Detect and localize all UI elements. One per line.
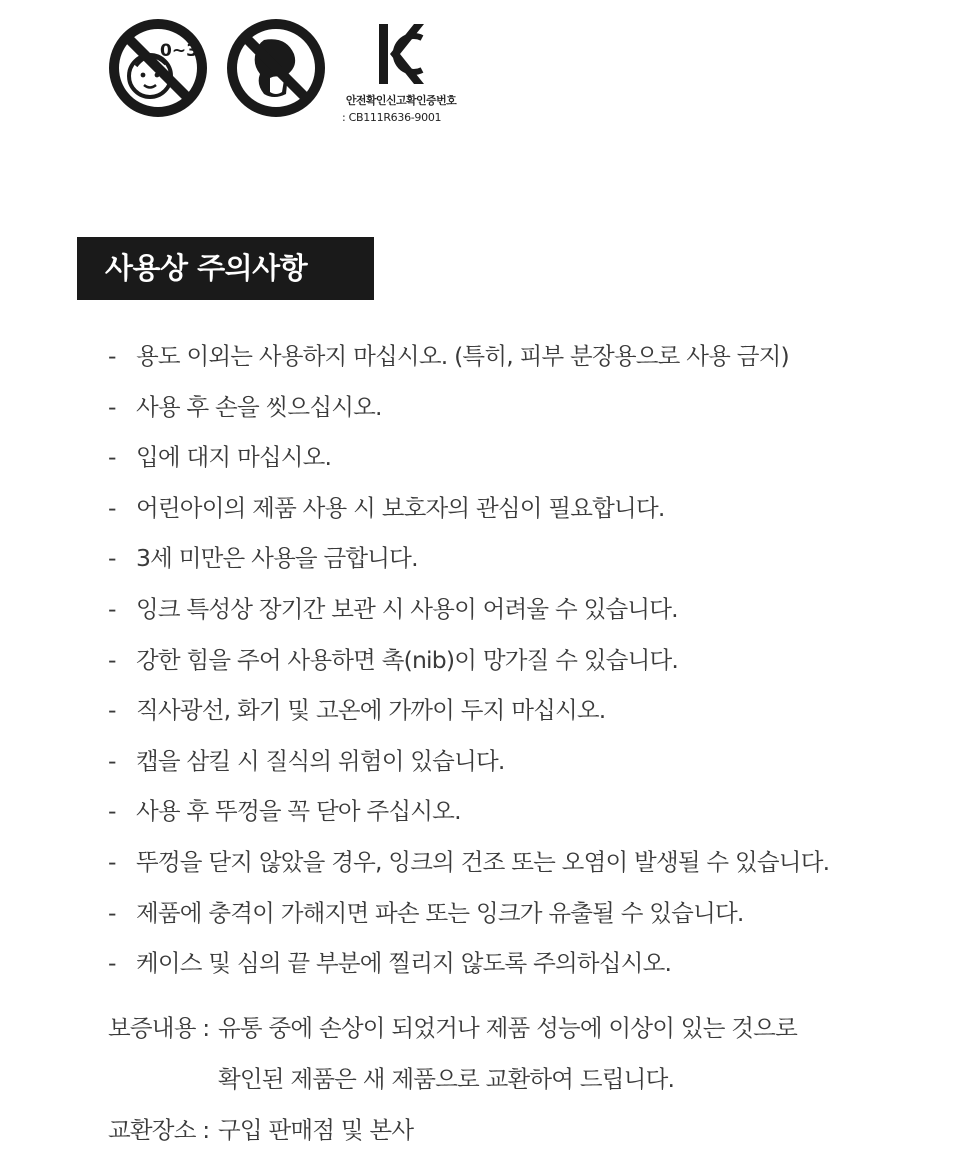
warranty-text-line2: 확인된 제품은 새 제품으로 교환하여 드립니다. [218, 1065, 675, 1093]
kc-certification [340, 22, 462, 124]
bullet-dash: - [108, 392, 116, 421]
list-item [108, 331, 938, 382]
precaution-text: 강한 힘을 주어 사용하면 촉(nib)이 망가질 수 있습니다. [136, 645, 679, 674]
precaution-text: 잉크 특성상 장기간 보관 시 사용이 어려울 수 있습니다. [136, 594, 678, 623]
precaution-text: 입에 대지 마십시오. [136, 443, 332, 472]
list-item [108, 786, 938, 837]
precaution-text: 케이스 및 심의 끝 부분에 찔리지 않도록 주의하십시오. [136, 949, 672, 978]
no-under-3-icon [108, 18, 208, 122]
list-item [108, 888, 938, 939]
section-title: 사용상 주의사항 [77, 237, 374, 300]
exchange-label: 교환장소 : [108, 1116, 210, 1144]
list-item [108, 635, 938, 686]
list-item [108, 533, 938, 584]
precaution-text: 3세 미만은 사용을 금합니다. [136, 544, 418, 573]
precaution-text: 제품에 충격이 가해지면 파손 또는 잉크가 유출될 수 있습니다. [136, 898, 744, 927]
exchange-place: 구입 판매점 및 본사 [218, 1116, 414, 1144]
list-item [108, 432, 938, 483]
kc-cert-number: : CB111R636-9001 [342, 111, 442, 124]
bullet-dash: - [108, 594, 116, 623]
bullet-dash: - [108, 847, 116, 876]
precaution-text: 직사광선, 화기 및 고온에 가까이 두지 마십시오. [136, 696, 606, 725]
warranty-section [108, 1003, 938, 1156]
precaution-text: 사용 후 뚜껑을 꼭 닫아 주십시오. [136, 797, 461, 826]
warranty-row-continued [108, 1054, 938, 1105]
bullet-dash: - [108, 797, 116, 826]
warranty-label: 보증내용 : [108, 1014, 210, 1042]
list-item [108, 736, 938, 787]
precaution-text: 사용 후 손을 씻으십시오. [136, 392, 382, 421]
bullet-dash: - [108, 443, 116, 472]
list-item [108, 938, 938, 989]
precaution-text: 캡을 삼킬 시 질식의 위험이 있습니다. [136, 746, 505, 775]
bullet-dash: - [108, 949, 116, 978]
precautions-list [108, 331, 938, 989]
precaution-text: 용도 이외는 사용하지 마십시오. (특히, 피부 분장용으로 사용 금지) [136, 342, 789, 370]
precaution-text: 뚜껑을 닫지 않았을 경우, 잉크의 건조 또는 오염이 발생될 수 있습니다. [136, 847, 830, 876]
bullet-dash: - [108, 342, 116, 370]
choking-hazard-icon [226, 18, 326, 122]
warranty-text-line1: 유통 중에 손상이 되었거나 제품 성능에 이상이 있는 것으로 [218, 1014, 797, 1042]
exchange-row [108, 1105, 938, 1156]
kc-certification-icon [340, 22, 462, 86]
warranty-row [108, 1003, 938, 1054]
bullet-dash: - [108, 544, 116, 573]
bullet-dash: - [108, 493, 116, 522]
bullet-dash: - [108, 696, 116, 725]
age-range-label: 0~3 [160, 41, 198, 61]
list-item [108, 584, 938, 635]
kc-cert-label: 안전확인신고확인증번호 [345, 94, 457, 107]
list-item [108, 837, 938, 888]
precaution-text: 어린아이의 제품 사용 시 보호자의 관심이 필요합니다. [136, 493, 665, 522]
bullet-dash: - [108, 746, 116, 775]
list-item [108, 483, 938, 534]
bullet-dash: - [108, 645, 116, 674]
bullet-dash: - [108, 898, 116, 927]
list-item [108, 382, 938, 433]
list-item [108, 685, 938, 736]
